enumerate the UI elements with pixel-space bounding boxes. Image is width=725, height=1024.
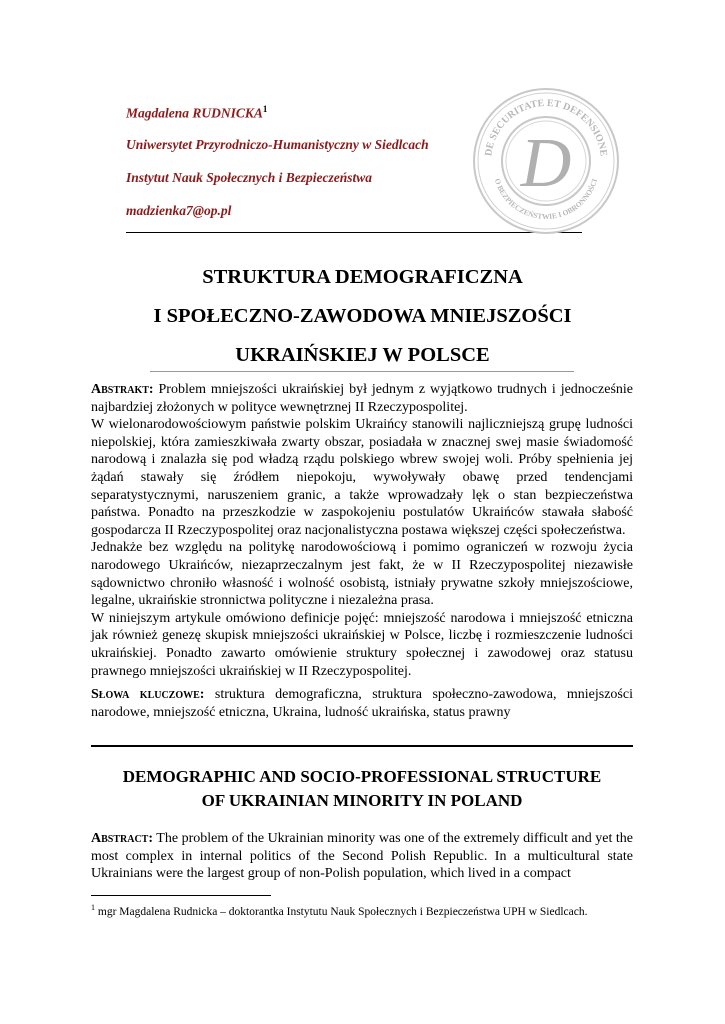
seal-letter: D — [520, 125, 572, 202]
footnote: $^1$ mgr Magdalena Rudnicka – doktorantka Instytutu Nauk Społecznych i Bezpieczeństwa UPH w Siedlcach. — [91, 903, 588, 918]
journal-seal-logo — [471, 86, 621, 236]
abstract-paragraph: W niniejszym artykule omówiono definicje pojęć: mniejszość narodowa i mniejszość etniczna jak również genezę skupisk mniejszości ukraińskiej w Polsce, liczbę i rozmieszczenie ludności ukraińskiej. Ponadto zawarto omówienie struktury społecznej i zawodowej oraz statusu prawnego mniejszości ukraińskiej w II Rzeczypospolitej. — [91, 610, 633, 679]
section-divider — [91, 745, 633, 747]
author-institute: Instytut Nauk Społecznych i Bezpieczeństwa — [126, 170, 373, 185]
abstract-label: Abstract: — [91, 831, 154, 846]
seal-ring-text-top: DE SECURITATE ET DEFENSIONE — [483, 97, 609, 157]
abstract-paragraph: W wielonarodowościowym państwie polskim Ukraińcy stanowili najliczniejszą grupę ludności niepolskiej, która zamieszkiwała zwarty obszar, posiadała w znacznej swej masie świadomość narodową i znalazła się pod władzą rządu polskiego wbrew swojej woli. Próby spełnienia jej żądań stawały się źródłem niepokoju, wywoływały obawę przed tendencjami separatystycznymi, naruszeniem granic, a także wprowadzały lęk o stan bezpieczeństwa państwa. Ponadto na przeszkodzie w zaspokojeniu postulatów Ukraińców stawała słabość gospodarcza II Rzeczypospolitej oraz nacjonalistyczna postawa większej części społeczeństwa. — [91, 417, 633, 538]
title-line: UKRAIŃSKIEJ W POLSCE — [235, 344, 490, 366]
author-email[interactable]: madzienka7@op.pl — [126, 203, 232, 218]
abstract-paragraph: Abstrakt: Problem mniejszości ukraińskiej był jednym z wyjątkowo trudnych i jednocześnie najbardziej złożonych w polityce wewnętrznej II Rzeczypospolitej. — [91, 382, 633, 415]
footnote-mark[interactable]: 1 — [262, 104, 268, 114]
abstract-pl — [91, 381, 633, 680]
abstract-paragraph: Jednakże bez względu na politykę narodowościową i pomimo ograniczeń w rozwoju życia narodowego Ukraińców, niezaprzeczalnym jest fakt, że w II Rzeczypospolitej niezawisłe sądownictwo chroniło własność i wolność osobistą, istniały prywatne szkoły mniejszościowe, legalne, ukraińskie stronnictwa polityczne i niezależna prasa. — [91, 540, 633, 609]
title-line: STRUKTURA DEMOGRAFICZNA — [202, 266, 523, 288]
title-divider — [150, 371, 574, 372]
english-title — [91, 765, 633, 813]
seal-ring-text-bottom: O BEZPIECZEŃSTWIE I OBRONNOŚCI — [492, 177, 600, 222]
author-name: Magdalena RUDNICKA$^1$ — [126, 104, 268, 121]
title-line: I SPOŁECZNO-ZAWODOWA MNIEJSZOŚCI — [153, 305, 572, 327]
title-line: DEMOGRAPHIC AND SOCIO-PROFESSIONAL STRUCTURE — [122, 767, 602, 786]
keywords-label: Słowa kluczowe: — [91, 687, 205, 702]
keywords-pl: Słowa kluczowe: struktura demograficzna, struktura społeczno-zawodowa, mniejszości narodowe, mniejszość etniczna, Ukraina, ludność ukraińska, status prawny — [91, 687, 633, 720]
footnote-divider — [91, 895, 271, 896]
author-university: Uniwersytet Przyrodniczo-Humanistyczny w Siedlcach — [126, 137, 429, 152]
page-title — [90, 258, 635, 375]
abstract-label: Abstrakt: — [91, 382, 154, 397]
title-line: OF UKRAINIAN MINORITY IN POLAND — [201, 791, 523, 810]
abstract-en: Abstract: The problem of the Ukrainian minority was one of the extremely difficult and yet the most complex in internal politics of the Second Polish Republic. In a multicultural state Ukrainians were the largest group of non-Polish population, which lived in a compact — [91, 831, 633, 882]
footnote-number: 1 — [91, 903, 95, 912]
